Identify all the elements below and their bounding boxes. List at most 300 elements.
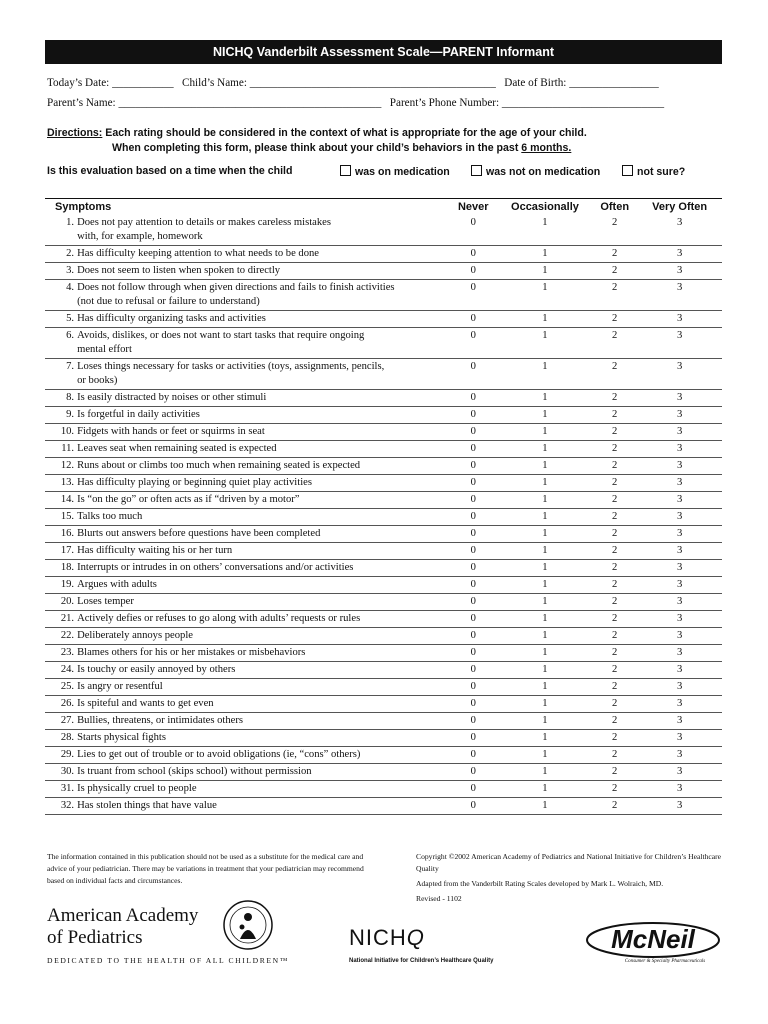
symptom-text-line1: Is angry or resentful bbox=[77, 681, 163, 692]
rating-never[interactable]: 0 bbox=[449, 679, 498, 696]
header-often: Often bbox=[592, 199, 637, 216]
rating-occasionally[interactable]: 1 bbox=[498, 543, 592, 560]
symptom-number: 13. bbox=[45, 475, 77, 492]
rating-never[interactable]: 0 bbox=[449, 215, 498, 246]
option-label: not sure? bbox=[637, 166, 686, 178]
rating-often[interactable]: 2 bbox=[592, 577, 637, 594]
symptom-number: 18. bbox=[45, 560, 77, 577]
symptom-number: 19. bbox=[45, 577, 77, 594]
mcneil-logo-icon bbox=[583, 918, 723, 966]
rating-often[interactable]: 2 bbox=[592, 441, 637, 458]
symptom-text bbox=[77, 747, 449, 764]
symptom-number: 30. bbox=[45, 764, 77, 781]
nichq-subtitle: National Initiative for Children’s Healthcare Quality bbox=[349, 958, 494, 964]
symptom-text-line1: Argues with adults bbox=[77, 579, 157, 590]
rating-very-often[interactable]: 3 bbox=[637, 328, 722, 359]
table-row bbox=[45, 764, 722, 781]
rating-occasionally[interactable]: 1 bbox=[498, 730, 592, 747]
aap-tagline: DEDICATED TO THE HEALTH OF ALL CHILDREN™ bbox=[47, 956, 289, 965]
parent-info-line: Parent’s Name: _______________________________________________ Parent’s Phone Number: _____________________________ bbox=[47, 97, 665, 109]
symptom-text bbox=[77, 458, 449, 475]
symptom-text-line1: Is physically cruel to people bbox=[77, 783, 197, 794]
table-row bbox=[45, 280, 722, 311]
rating-never[interactable]: 0 bbox=[449, 526, 498, 543]
child-info-line: Today’s Date: ___________ Child’s Name: ____________________________________________ Date of Birth: ________________ bbox=[47, 77, 659, 89]
rating-never[interactable]: 0 bbox=[449, 263, 498, 280]
directions bbox=[47, 126, 727, 156]
rating-occasionally[interactable]: 1 bbox=[498, 645, 592, 662]
rating-occasionally[interactable]: 1 bbox=[498, 509, 592, 526]
rating-occasionally[interactable]: 1 bbox=[498, 611, 592, 628]
rating-often[interactable]: 2 bbox=[592, 747, 637, 764]
symptom-text-line1: Is spiteful and wants to get even bbox=[77, 698, 214, 709]
option-not-sure[interactable] bbox=[622, 165, 685, 178]
table-row bbox=[45, 215, 722, 246]
rating-never[interactable]: 0 bbox=[449, 713, 498, 730]
rating-never[interactable]: 0 bbox=[449, 730, 498, 747]
table-row bbox=[45, 611, 722, 628]
symptom-text-line1: Runs about or climbs too much when remaining seated is expected bbox=[77, 460, 361, 471]
symptom-text bbox=[77, 246, 449, 263]
table-row bbox=[45, 359, 722, 390]
symptom-text-line1: Has difficulty organizing tasks and activities bbox=[77, 313, 266, 324]
rating-very-often[interactable]: 3 bbox=[637, 679, 722, 696]
symptom-text-line1: Lies to get out of trouble or to avoid obligations (ie, “cons” others) bbox=[77, 749, 361, 760]
rating-very-often[interactable]: 3 bbox=[637, 764, 722, 781]
rating-often[interactable]: 2 bbox=[592, 645, 637, 662]
rating-often[interactable]: 2 bbox=[592, 263, 637, 280]
rating-often[interactable]: 2 bbox=[592, 594, 637, 611]
rating-very-often[interactable]: 3 bbox=[637, 713, 722, 730]
symptom-number: 27. bbox=[45, 713, 77, 730]
table-row bbox=[45, 407, 722, 424]
table-row bbox=[45, 577, 722, 594]
form-title: NICHQ Vanderbilt Assessment Scale—PARENT Informant bbox=[45, 40, 722, 64]
table-row bbox=[45, 458, 722, 475]
option-not-on-medication[interactable] bbox=[471, 165, 600, 178]
table-row bbox=[45, 645, 722, 662]
nichq-logo-letters: NICH bbox=[349, 925, 407, 950]
symptom-text bbox=[77, 696, 449, 713]
table-row bbox=[45, 662, 722, 679]
symptom-number: 20. bbox=[45, 594, 77, 611]
symptom-number: 10. bbox=[45, 424, 77, 441]
rating-very-often[interactable]: 3 bbox=[637, 390, 722, 407]
rating-very-often[interactable]: 3 bbox=[637, 798, 722, 815]
symptom-text-line1: Loses things necessary for tasks or activities (toys, assignments, pencils, bbox=[77, 361, 385, 372]
mcneil-logo-text: McNeil bbox=[611, 924, 695, 954]
rating-never[interactable]: 0 bbox=[449, 475, 498, 492]
table-row bbox=[45, 713, 722, 730]
rating-occasionally[interactable]: 1 bbox=[498, 679, 592, 696]
symptom-text-line1: Is easily distracted by noises or other stimuli bbox=[77, 392, 267, 403]
aap-name-line1: American Academy bbox=[47, 905, 199, 926]
rating-very-often[interactable]: 3 bbox=[637, 662, 722, 679]
table-row bbox=[45, 781, 722, 798]
rating-occasionally[interactable]: 1 bbox=[498, 798, 592, 815]
checkbox-on-medication[interactable] bbox=[340, 165, 351, 176]
symptom-text-line1: Deliberately annoys people bbox=[77, 630, 193, 641]
rating-very-often[interactable]: 3 bbox=[637, 628, 722, 645]
disclaimer: The information contained in this publication should not be used as a substitute for the medical care and advice of your pediatrician. There may be variations in treatment that your pediatrician may recommend based on individual facts and circumstances. bbox=[47, 852, 364, 885]
rating-never[interactable]: 0 bbox=[449, 645, 498, 662]
rating-very-often[interactable]: 3 bbox=[637, 263, 722, 280]
rating-often[interactable]: 2 bbox=[592, 458, 637, 475]
symptom-text-line1: Loses temper bbox=[77, 596, 134, 607]
symptom-number: 5. bbox=[45, 311, 77, 328]
directions-line2-text: When completing this form, please think about your child’s behaviors in the past bbox=[112, 142, 522, 154]
symptom-text bbox=[77, 679, 449, 696]
rating-occasionally[interactable]: 1 bbox=[498, 577, 592, 594]
symptom-text-line1: Does not seem to listen when spoken to directly bbox=[77, 265, 281, 276]
rating-often[interactable]: 2 bbox=[592, 764, 637, 781]
rating-never[interactable]: 0 bbox=[449, 280, 498, 311]
rating-never[interactable]: 0 bbox=[449, 492, 498, 509]
rating-often[interactable]: 2 bbox=[592, 662, 637, 679]
symptom-text bbox=[77, 645, 449, 662]
rating-often[interactable]: 2 bbox=[592, 611, 637, 628]
rating-often[interactable]: 2 bbox=[592, 246, 637, 263]
table-row bbox=[45, 492, 722, 509]
symptom-text bbox=[77, 713, 449, 730]
symptom-text bbox=[77, 492, 449, 509]
rating-often[interactable]: 2 bbox=[592, 492, 637, 509]
symptom-text bbox=[77, 764, 449, 781]
symptom-text-line2: or books) bbox=[77, 375, 118, 386]
rating-occasionally[interactable]: 1 bbox=[498, 424, 592, 441]
table-row bbox=[45, 594, 722, 611]
symptom-number: 29. bbox=[45, 747, 77, 764]
rating-occasionally[interactable]: 1 bbox=[498, 311, 592, 328]
table-row bbox=[45, 441, 722, 458]
symptom-text-line2: (not due to refusal or failure to understand) bbox=[77, 296, 260, 307]
header-symptoms: Symptoms bbox=[45, 199, 449, 216]
copyright-block bbox=[416, 851, 736, 908]
rating-occasionally[interactable]: 1 bbox=[498, 215, 592, 246]
table-row bbox=[45, 328, 722, 359]
option-label: was on medication bbox=[355, 166, 450, 178]
adapted-text: Adapted from the Vanderbilt Rating Scales developed by Mark L. Wolraich, MD. bbox=[416, 879, 664, 888]
symptom-text bbox=[77, 594, 449, 611]
rating-never[interactable]: 0 bbox=[449, 798, 498, 815]
rating-very-often[interactable]: 3 bbox=[637, 730, 722, 747]
table-row bbox=[45, 628, 722, 645]
rating-occasionally[interactable]: 1 bbox=[498, 560, 592, 577]
rating-occasionally[interactable]: 1 bbox=[498, 328, 592, 359]
symptom-text bbox=[77, 359, 449, 390]
symptom-text bbox=[77, 560, 449, 577]
rating-occasionally[interactable]: 1 bbox=[498, 263, 592, 280]
rating-often[interactable]: 2 bbox=[592, 280, 637, 311]
symptom-text-line1: Bullies, threatens, or intimidates others bbox=[77, 715, 244, 726]
rating-often[interactable]: 2 bbox=[592, 311, 637, 328]
table-row bbox=[45, 509, 722, 526]
symptom-text-line1: Talks too much bbox=[77, 511, 143, 522]
rating-very-often[interactable]: 3 bbox=[637, 407, 722, 424]
symptom-text bbox=[77, 798, 449, 815]
copyright-text: Copyright ©2002 American Academy of Pediatrics and National Initiative for Children’s Healthcare Quality bbox=[416, 852, 722, 873]
rating-very-often[interactable]: 3 bbox=[637, 526, 722, 543]
rating-occasionally[interactable]: 1 bbox=[498, 359, 592, 390]
symptom-number: 31. bbox=[45, 781, 77, 798]
symptom-text bbox=[77, 215, 449, 246]
symptom-number: 6. bbox=[45, 328, 77, 359]
rating-never[interactable]: 0 bbox=[449, 441, 498, 458]
symptom-text bbox=[77, 509, 449, 526]
rating-never[interactable]: 0 bbox=[449, 662, 498, 679]
rating-never[interactable]: 0 bbox=[449, 407, 498, 424]
symptom-number: 21. bbox=[45, 611, 77, 628]
rating-never[interactable]: 0 bbox=[449, 611, 498, 628]
rating-occasionally[interactable]: 1 bbox=[498, 407, 592, 424]
symptom-number: 23. bbox=[45, 645, 77, 662]
symptom-text bbox=[77, 475, 449, 492]
symptom-text-line2: mental effort bbox=[77, 344, 132, 355]
rating-often[interactable]: 2 bbox=[592, 359, 637, 390]
symptom-text bbox=[77, 611, 449, 628]
rating-often[interactable]: 2 bbox=[592, 509, 637, 526]
rating-often[interactable]: 2 bbox=[592, 713, 637, 730]
symptom-text-line1: Is forgetful in daily activities bbox=[77, 409, 200, 420]
rating-never[interactable]: 0 bbox=[449, 577, 498, 594]
directions-label: Directions: bbox=[47, 127, 103, 139]
symptom-text bbox=[77, 543, 449, 560]
symptom-text-line1: Interrupts or intrudes in on others’ conversations and/or activities bbox=[77, 562, 354, 573]
table-header-row bbox=[45, 199, 722, 216]
symptom-text-line1: Has difficulty waiting his or her turn bbox=[77, 545, 233, 556]
rating-never[interactable]: 0 bbox=[449, 246, 498, 263]
symptom-number: 24. bbox=[45, 662, 77, 679]
rating-very-often[interactable]: 3 bbox=[637, 458, 722, 475]
rating-never[interactable]: 0 bbox=[449, 458, 498, 475]
rating-very-often[interactable]: 3 bbox=[637, 747, 722, 764]
symptom-text-line1: Does not follow through when given directions and fails to finish activities bbox=[77, 282, 395, 293]
symptom-text bbox=[77, 730, 449, 747]
rating-occasionally[interactable]: 1 bbox=[498, 662, 592, 679]
rating-very-often[interactable]: 3 bbox=[637, 246, 722, 263]
rating-very-often[interactable]: 3 bbox=[637, 424, 722, 441]
directions-period: 6 months. bbox=[521, 142, 572, 154]
rating-often[interactable]: 2 bbox=[592, 560, 637, 577]
rating-very-often[interactable]: 3 bbox=[637, 441, 722, 458]
symptom-text-line2: with, for example, homework bbox=[77, 231, 203, 242]
rating-very-often[interactable]: 3 bbox=[637, 280, 722, 311]
symptoms-table bbox=[45, 198, 722, 815]
header-occasionally: Occasionally bbox=[498, 199, 592, 216]
symptom-text bbox=[77, 263, 449, 280]
symptom-text bbox=[77, 662, 449, 679]
rating-never[interactable]: 0 bbox=[449, 781, 498, 798]
rating-often[interactable]: 2 bbox=[592, 798, 637, 815]
symptom-text bbox=[77, 424, 449, 441]
table-row bbox=[45, 475, 722, 492]
aap-name-line2: of Pediatrics bbox=[47, 927, 143, 948]
rating-never[interactable]: 0 bbox=[449, 543, 498, 560]
symptom-text-line1: Has difficulty playing or beginning quiet play activities bbox=[77, 477, 312, 488]
checkbox-not-sure[interactable] bbox=[622, 165, 633, 176]
symptom-text bbox=[77, 390, 449, 407]
symptom-text-line1: Starts physical fights bbox=[77, 732, 166, 743]
rating-often[interactable]: 2 bbox=[592, 407, 637, 424]
symptom-text bbox=[77, 441, 449, 458]
rating-very-often[interactable]: 3 bbox=[637, 560, 722, 577]
symptom-number: 14. bbox=[45, 492, 77, 509]
symptom-text-line1: Does not pay attention to details or makes careless mistakes bbox=[77, 217, 331, 228]
symptom-number: 15. bbox=[45, 509, 77, 526]
symptom-text bbox=[77, 526, 449, 543]
rating-occasionally[interactable]: 1 bbox=[498, 475, 592, 492]
medication-question bbox=[47, 165, 747, 177]
symptom-text bbox=[77, 280, 449, 311]
symptom-text bbox=[77, 628, 449, 645]
symptom-text-line1: Has stolen things that have value bbox=[77, 800, 217, 811]
option-on-medication[interactable] bbox=[340, 165, 450, 178]
rating-never[interactable]: 0 bbox=[449, 560, 498, 577]
rating-often[interactable]: 2 bbox=[592, 215, 637, 246]
rating-never[interactable]: 0 bbox=[449, 359, 498, 390]
header-very-often: Very Often bbox=[637, 199, 722, 216]
checkbox-not-on-medication[interactable] bbox=[471, 165, 482, 176]
symptom-text bbox=[77, 577, 449, 594]
rating-occasionally[interactable]: 1 bbox=[498, 458, 592, 475]
rating-very-often[interactable]: 3 bbox=[637, 475, 722, 492]
rating-very-often[interactable]: 3 bbox=[637, 311, 722, 328]
rating-occasionally[interactable]: 1 bbox=[498, 696, 592, 713]
table-row bbox=[45, 798, 722, 815]
symptom-text-line1: Blurts out answers before questions have been completed bbox=[77, 528, 321, 539]
rating-very-often[interactable]: 3 bbox=[637, 645, 722, 662]
rating-occasionally[interactable]: 1 bbox=[498, 594, 592, 611]
rating-often[interactable]: 2 bbox=[592, 390, 637, 407]
symptom-text bbox=[77, 407, 449, 424]
rating-occasionally[interactable]: 1 bbox=[498, 713, 592, 730]
option-label: was not on medication bbox=[486, 166, 601, 178]
rating-occasionally[interactable]: 1 bbox=[498, 492, 592, 509]
rating-often[interactable]: 2 bbox=[592, 543, 637, 560]
rating-occasionally[interactable]: 1 bbox=[498, 246, 592, 263]
rating-often[interactable]: 2 bbox=[592, 424, 637, 441]
rating-often[interactable]: 2 bbox=[592, 628, 637, 645]
symptom-text bbox=[77, 311, 449, 328]
aap-logo-text bbox=[47, 905, 198, 949]
rating-never[interactable]: 0 bbox=[449, 509, 498, 526]
rating-never[interactable]: 0 bbox=[449, 311, 498, 328]
medication-question-text: Is this evaluation based on a time when the child bbox=[47, 165, 293, 177]
symptom-text bbox=[77, 781, 449, 798]
rating-very-often[interactable]: 3 bbox=[637, 611, 722, 628]
aap-seal-icon bbox=[222, 899, 274, 951]
rating-often[interactable]: 2 bbox=[592, 730, 637, 747]
rating-often[interactable]: 2 bbox=[592, 526, 637, 543]
rating-never[interactable]: 0 bbox=[449, 390, 498, 407]
table-row bbox=[45, 747, 722, 764]
nichq-logo-q: Q bbox=[406, 925, 425, 950]
rating-occasionally[interactable]: 1 bbox=[498, 747, 592, 764]
rating-occasionally[interactable]: 1 bbox=[498, 441, 592, 458]
rating-very-often[interactable]: 3 bbox=[637, 577, 722, 594]
table-row bbox=[45, 679, 722, 696]
symptom-number: 16. bbox=[45, 526, 77, 543]
symptom-text-line1: Avoids, dislikes, or does not want to start tasks that require ongoing bbox=[77, 330, 365, 341]
symptom-number: 32. bbox=[45, 798, 77, 815]
table-row bbox=[45, 390, 722, 407]
nichq-logo bbox=[349, 925, 425, 951]
table-row bbox=[45, 263, 722, 280]
symptom-text bbox=[77, 328, 449, 359]
symptom-number: 17. bbox=[45, 543, 77, 560]
rating-often[interactable]: 2 bbox=[592, 328, 637, 359]
rating-never[interactable]: 0 bbox=[449, 747, 498, 764]
symptom-number: 3. bbox=[45, 263, 77, 280]
rating-never[interactable]: 0 bbox=[449, 696, 498, 713]
mcneil-subtitle: Consumer & Specialty Pharmaceuticals bbox=[624, 959, 706, 964]
rating-very-often[interactable]: 3 bbox=[637, 594, 722, 611]
symptom-text-line1: Has difficulty keeping attention to what needs to be done bbox=[77, 248, 320, 259]
rating-often[interactable]: 2 bbox=[592, 475, 637, 492]
rating-very-often[interactable]: 3 bbox=[637, 543, 722, 560]
symptom-text-line1: Is touchy or easily annoyed by others bbox=[77, 664, 236, 675]
rating-often[interactable]: 2 bbox=[592, 781, 637, 798]
rating-occasionally[interactable]: 1 bbox=[498, 781, 592, 798]
symptom-text-line1: Blames others for his or her mistakes or misbehaviors bbox=[77, 647, 306, 658]
symptom-text-line1: Is “on the go” or often acts as if “driven by a motor” bbox=[77, 494, 300, 505]
symptom-number: 11. bbox=[45, 441, 77, 458]
header-never: Never bbox=[449, 199, 498, 216]
symptom-text-line1: Fidgets with hands or feet or squirms in seat bbox=[77, 426, 265, 437]
rating-very-often[interactable]: 3 bbox=[637, 696, 722, 713]
table-row bbox=[45, 696, 722, 713]
rating-occasionally[interactable]: 1 bbox=[498, 526, 592, 543]
directions-line1: Each rating should be considered in the context of what is appropriate for the age of your child. bbox=[102, 127, 587, 139]
revised-text: Revised - 1102 bbox=[416, 894, 462, 903]
table-row bbox=[45, 560, 722, 577]
symptom-number: 28. bbox=[45, 730, 77, 747]
directions-line2 bbox=[47, 141, 727, 156]
table-row bbox=[45, 424, 722, 441]
rating-occasionally[interactable]: 1 bbox=[498, 764, 592, 781]
rating-never[interactable]: 0 bbox=[449, 628, 498, 645]
symptom-number: 9. bbox=[45, 407, 77, 424]
rating-never[interactable]: 0 bbox=[449, 764, 498, 781]
rating-very-often[interactable]: 3 bbox=[637, 509, 722, 526]
rating-often[interactable]: 2 bbox=[592, 696, 637, 713]
rating-very-often[interactable]: 3 bbox=[637, 215, 722, 246]
symptom-number: 1. bbox=[45, 215, 77, 246]
rating-never[interactable]: 0 bbox=[449, 424, 498, 441]
rating-often[interactable]: 2 bbox=[592, 679, 637, 696]
rating-very-often[interactable]: 3 bbox=[637, 359, 722, 390]
rating-very-often[interactable]: 3 bbox=[637, 781, 722, 798]
rating-very-often[interactable]: 3 bbox=[637, 492, 722, 509]
table-row bbox=[45, 730, 722, 747]
symptom-text-line1: Leaves seat when remaining seated is expected bbox=[77, 443, 277, 454]
table-row bbox=[45, 311, 722, 328]
table-row bbox=[45, 526, 722, 543]
symptom-number: 26. bbox=[45, 696, 77, 713]
symptom-number: 8. bbox=[45, 390, 77, 407]
rating-occasionally[interactable]: 1 bbox=[498, 280, 592, 311]
symptom-text-line1: Actively defies or refuses to go along with adults’ requests or rules bbox=[77, 613, 361, 624]
symptom-number: 7. bbox=[45, 359, 77, 390]
symptom-number: 22. bbox=[45, 628, 77, 645]
symptom-number: 2. bbox=[45, 246, 77, 263]
symptom-number: 4. bbox=[45, 280, 77, 311]
rating-occasionally[interactable]: 1 bbox=[498, 628, 592, 645]
rating-never[interactable]: 0 bbox=[449, 328, 498, 359]
table-row bbox=[45, 543, 722, 560]
rating-never[interactable]: 0 bbox=[449, 594, 498, 611]
rating-occasionally[interactable]: 1 bbox=[498, 390, 592, 407]
